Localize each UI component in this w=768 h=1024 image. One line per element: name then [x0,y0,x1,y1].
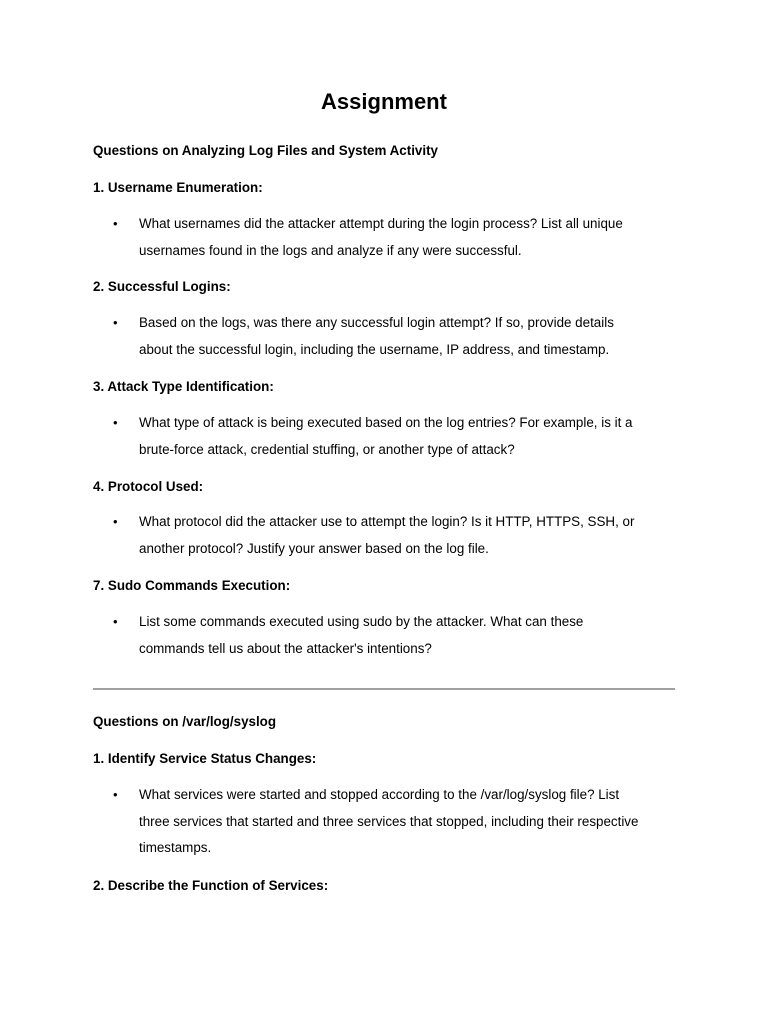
question-heading-username-enumeration: 1. Username Enumeration: [93,180,263,195]
question-heading-protocol-used: 4. Protocol Used: [93,479,204,494]
question-heading-successful-logins: 2. Successful Logins: [93,279,231,294]
bullet-attack-type [113,410,683,463]
bullet-dot-icon: • [113,315,118,330]
bullet-dot-icon: • [113,514,118,529]
question-heading-attack-type: 3. Attack Type Identification: [93,379,274,394]
bullet-protocol-used [113,509,683,562]
bullet-successful-logins [113,310,683,363]
bullet-dot-icon: • [113,216,118,231]
bullet-dot-icon: • [113,415,118,430]
bullet-username-enumeration [113,211,683,264]
question-heading-sudo-commands: 7. Sudo Commands Execution: [93,578,291,593]
page-title: Assignment [321,89,447,114]
section-heading-log-files: Questions on Analyzing Log Files and System Activity [93,143,438,158]
bullet-dot-icon: • [113,787,118,802]
bullet-text: What type of attack is being executed based on the log entries? For example, is it a brute-force attack, credential stuffing, or another type of attack? [139,415,633,457]
bullet-text: List some commands executed using sudo by the attacker. What can these commands tell us about the attacker's intentions? [139,614,584,656]
bullet-text: What protocol did the attacker use to attempt the login? Is it HTTP, HTTPS, SSH, or another protocol? Justify your answer based on the log file. [139,514,635,556]
bullet-text: Based on the logs, was there any successful login attempt? If so, provide details about the successful login, including the username, IP address, and timestamp. [139,315,614,357]
question-heading-service-status: 1. Identify Service Status Changes: [93,751,317,766]
bullet-service-status [113,782,683,862]
bullet-text: What services were started and stopped according to the /var/log/syslog file? List three services that started and three services that stopped, including their respective timestamps. [139,787,639,855]
bullet-sudo-commands [113,609,683,662]
bullet-dot-icon: • [113,614,118,629]
bullet-text: What usernames did the attacker attempt during the login process? List all unique usernames found in the logs and analyze if any were successful. [139,216,623,258]
question-heading-service-function: 2. Describe the Function of Services: [93,878,329,893]
horizontal-divider [93,688,675,690]
section-heading-syslog: Questions on /var/log/syslog [93,714,277,729]
